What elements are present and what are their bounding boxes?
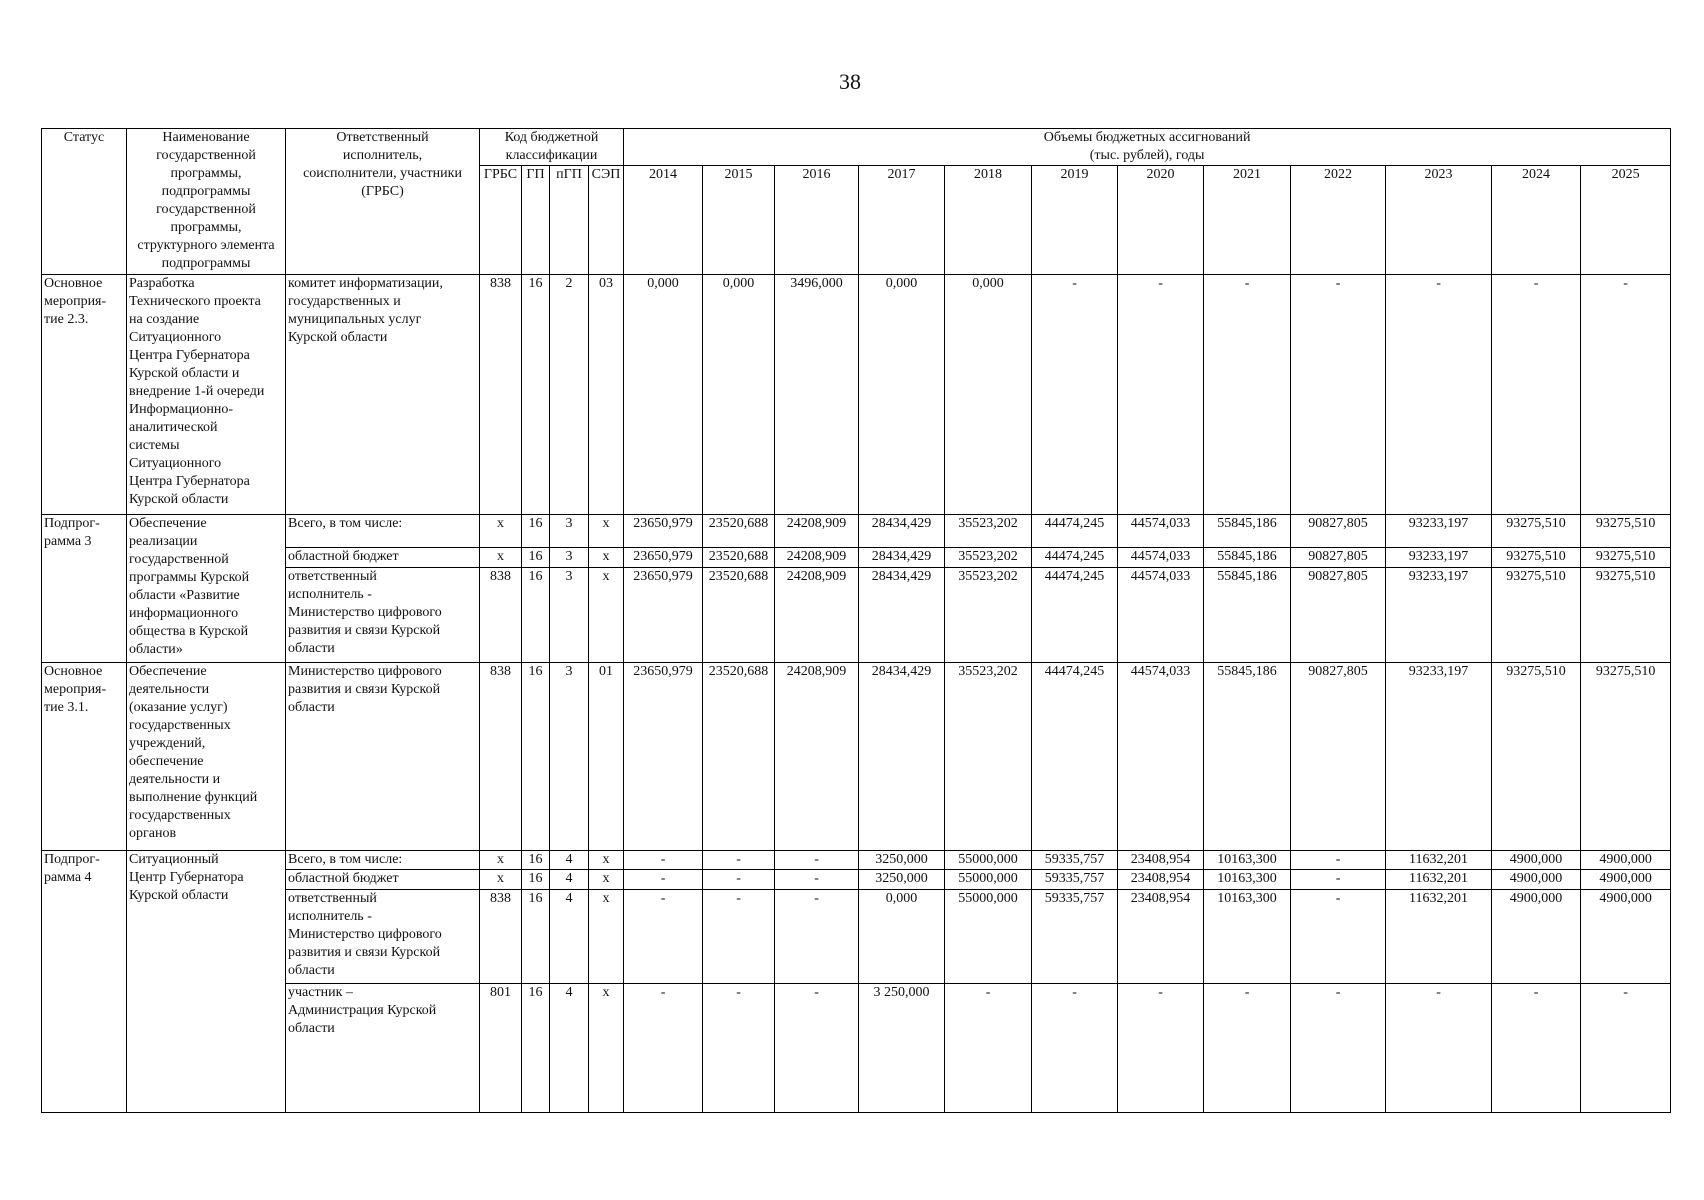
allocation-value-cell: 23650,979 [624, 663, 703, 851]
allocation-value-cell: 23650,979 [624, 515, 703, 548]
header-code-sep: СЭП [589, 166, 624, 275]
allocation-value-cell: 0,000 [945, 275, 1032, 515]
allocation-value-cell: 44574,033 [1118, 515, 1204, 548]
allocation-value-cell: 23408,954 [1118, 870, 1204, 890]
allocation-value-cell: 55845,186 [1204, 663, 1291, 851]
allocation-value-cell: 55000,000 [945, 890, 1032, 984]
allocation-value-cell: - [703, 984, 775, 1113]
budget-code-cell: 3 [550, 548, 589, 568]
header-year: 2017 [859, 166, 945, 275]
responsible-cell: областной бюджет [286, 548, 480, 568]
allocation-value-cell: - [1291, 870, 1386, 890]
allocation-value-cell: - [703, 870, 775, 890]
allocation-value-cell: 90827,805 [1291, 568, 1386, 663]
table-row [42, 548, 1671, 568]
budget-code-cell: x [480, 548, 522, 568]
budget-code-cell: 4 [550, 890, 589, 984]
allocation-value-cell: 28434,429 [859, 548, 945, 568]
budget-code-cell: x [480, 870, 522, 890]
allocation-value-cell: 4900,000 [1581, 890, 1671, 984]
allocation-value-cell: 0,000 [703, 275, 775, 515]
header-year: 2024 [1492, 166, 1581, 275]
allocation-value-cell: 93233,197 [1386, 548, 1492, 568]
allocation-value-cell: 55000,000 [945, 851, 1032, 870]
allocation-value-cell: 59335,757 [1032, 870, 1118, 890]
allocation-value-cell: - [945, 984, 1032, 1113]
allocation-value-cell: - [624, 870, 703, 890]
budget-code-cell: 16 [522, 663, 550, 851]
responsible-cell: участник – Администрация Курской области [286, 984, 480, 1113]
name-cell: Обеспечение реализации государственной программы Курской области «Развитие информационного общества в Курской области» [127, 515, 286, 663]
table-body [42, 275, 1671, 1113]
allocation-value-cell: 55845,186 [1204, 568, 1291, 663]
allocation-value-cell: 10163,300 [1204, 870, 1291, 890]
allocation-value-cell: 93233,197 [1386, 515, 1492, 548]
allocation-value-cell: 24208,909 [775, 548, 859, 568]
allocation-value-cell: 93275,510 [1581, 548, 1671, 568]
allocation-value-cell: 35523,202 [945, 515, 1032, 548]
allocation-value-cell: 44574,033 [1118, 548, 1204, 568]
status-cell: Подпрог- рамма 3 [42, 515, 127, 663]
allocation-value-cell: - [703, 890, 775, 984]
budget-code-cell: 3 [550, 568, 589, 663]
header-budget-code: Код бюджетной классификации [480, 129, 624, 166]
budget-code-cell: 4 [550, 984, 589, 1113]
header-year: 2025 [1581, 166, 1671, 275]
allocation-value-cell: - [1032, 275, 1118, 515]
allocation-value-cell: 93233,197 [1386, 663, 1492, 851]
allocation-value-cell: 23408,954 [1118, 851, 1204, 870]
allocation-value-cell: 90827,805 [1291, 663, 1386, 851]
allocation-value-cell: 23520,688 [703, 663, 775, 851]
budget-code-cell: 16 [522, 984, 550, 1113]
allocation-value-cell: 44474,245 [1032, 548, 1118, 568]
allocation-value-cell: 93275,510 [1581, 568, 1671, 663]
allocation-value-cell: 44574,033 [1118, 663, 1204, 851]
budget-code-cell: 4 [550, 851, 589, 870]
header-volumes: Объемы бюджетных ассигнований (тыс. рублей), годы [624, 129, 1671, 166]
header-responsible: Ответственный исполнитель, соисполнители, участники (ГРБС) [286, 129, 480, 275]
budget-code-cell: 03 [589, 275, 624, 515]
header-name: Наименование государственной программы, подпрограммы государственной программы, структурного элемента подпрограммы [127, 129, 286, 275]
budget-code-cell: x [589, 870, 624, 890]
header-year: 2014 [624, 166, 703, 275]
budget-code-cell: x [589, 851, 624, 870]
allocation-value-cell: 3496,000 [775, 275, 859, 515]
allocation-value-cell: 44474,245 [1032, 663, 1118, 851]
allocation-value-cell: 3250,000 [859, 870, 945, 890]
allocation-value-cell: 93275,510 [1581, 663, 1671, 851]
budget-code-cell: 838 [480, 890, 522, 984]
allocation-value-cell: - [1118, 984, 1204, 1113]
allocation-value-cell: - [624, 890, 703, 984]
budget-code-cell: 16 [522, 870, 550, 890]
table-row [42, 663, 1671, 851]
table-row [42, 515, 1671, 548]
budget-code-cell: x [589, 548, 624, 568]
budget-code-cell: 3 [550, 515, 589, 548]
allocation-value-cell: - [1204, 275, 1291, 515]
allocation-value-cell: 4900,000 [1581, 870, 1671, 890]
budget-code-cell: x [589, 984, 624, 1113]
responsible-cell: Всего, в том числе: [286, 851, 480, 870]
budget-code-cell: x [589, 890, 624, 984]
budget-code-cell: 16 [522, 890, 550, 984]
allocation-value-cell: - [1291, 275, 1386, 515]
budget-code-cell: 01 [589, 663, 624, 851]
allocation-value-cell: 28434,429 [859, 515, 945, 548]
allocation-value-cell: 93275,510 [1492, 568, 1581, 663]
allocation-value-cell: 24208,909 [775, 568, 859, 663]
header-status: Статус [42, 129, 127, 275]
allocation-value-cell: 55000,000 [945, 870, 1032, 890]
budget-code-cell: 16 [522, 275, 550, 515]
allocation-value-cell: 55845,186 [1204, 548, 1291, 568]
allocation-value-cell: - [775, 984, 859, 1113]
table-row [42, 984, 1671, 1113]
allocation-value-cell: 28434,429 [859, 568, 945, 663]
allocation-value-cell: - [1291, 851, 1386, 870]
allocation-value-cell: 11632,201 [1386, 851, 1492, 870]
responsible-cell: Всего, в том числе: [286, 515, 480, 548]
allocation-value-cell: 93275,510 [1581, 515, 1671, 548]
budget-code-cell: 16 [522, 568, 550, 663]
table-row [42, 275, 1671, 515]
allocation-value-cell: 3 250,000 [859, 984, 945, 1113]
allocation-value-cell: 93275,510 [1492, 548, 1581, 568]
allocation-value-cell: 23650,979 [624, 548, 703, 568]
allocation-value-cell: - [1492, 984, 1581, 1113]
allocation-value-cell: 23520,688 [703, 548, 775, 568]
allocation-value-cell: 44574,033 [1118, 568, 1204, 663]
table-header [42, 129, 1671, 275]
responsible-cell: ответственный исполнитель - Министерство цифрового развития и связи Курской области [286, 568, 480, 663]
allocation-value-cell: - [624, 984, 703, 1113]
header-year: 2018 [945, 166, 1032, 275]
allocation-value-cell: 23650,979 [624, 568, 703, 663]
table-row [42, 890, 1671, 984]
budget-code-cell: 16 [522, 548, 550, 568]
budget-code-cell: 838 [480, 275, 522, 515]
allocation-value-cell: 24208,909 [775, 515, 859, 548]
responsible-cell: областной бюджет [286, 870, 480, 890]
allocation-value-cell: 59335,757 [1032, 890, 1118, 984]
header-row [42, 129, 1671, 166]
table-row [42, 870, 1671, 890]
allocation-value-cell: 55845,186 [1204, 515, 1291, 548]
budget-code-cell: 801 [480, 984, 522, 1113]
header-code-pgp: пГП [550, 166, 589, 275]
allocation-value-cell: - [775, 890, 859, 984]
allocation-value-cell: 44474,245 [1032, 515, 1118, 548]
budget-code-cell: 838 [480, 663, 522, 851]
allocation-value-cell: 4900,000 [1581, 851, 1671, 870]
allocation-value-cell: 23520,688 [703, 568, 775, 663]
allocation-value-cell: 93275,510 [1492, 515, 1581, 548]
header-year: 2020 [1118, 166, 1204, 275]
budget-code-cell: x [589, 515, 624, 548]
name-cell: Обеспечение деятельности (оказание услуг) государственных учреждений, обеспечение деятельности и выполнение функций государственных органов [127, 663, 286, 851]
allocation-value-cell: - [775, 851, 859, 870]
responsible-cell: Министерство цифрового развития и связи Курской области [286, 663, 480, 851]
header-year: 2022 [1291, 166, 1386, 275]
table-row [42, 568, 1671, 663]
allocation-value-cell: 35523,202 [945, 663, 1032, 851]
allocation-value-cell: 3250,000 [859, 851, 945, 870]
budget-code-cell: x [480, 851, 522, 870]
allocation-value-cell: 11632,201 [1386, 870, 1492, 890]
allocation-value-cell: - [624, 851, 703, 870]
budget-code-cell: 838 [480, 568, 522, 663]
header-year: 2019 [1032, 166, 1118, 275]
allocation-value-cell: 11632,201 [1386, 890, 1492, 984]
header-year: 2023 [1386, 166, 1492, 275]
allocation-value-cell: 93233,197 [1386, 568, 1492, 663]
allocation-value-cell: 23408,954 [1118, 890, 1204, 984]
allocation-value-cell: - [1204, 984, 1291, 1113]
allocation-value-cell: - [1032, 984, 1118, 1113]
allocation-value-cell: 0,000 [859, 890, 945, 984]
allocation-value-cell: - [703, 851, 775, 870]
responsible-cell: комитет информатизации, государственных и муниципальных услуг Курской области [286, 275, 480, 515]
allocation-value-cell: 35523,202 [945, 548, 1032, 568]
allocation-value-cell: 59335,757 [1032, 851, 1118, 870]
allocation-value-cell: 0,000 [624, 275, 703, 515]
allocation-value-cell: 90827,805 [1291, 548, 1386, 568]
allocation-value-cell: - [1386, 984, 1492, 1113]
budget-code-cell: x [589, 568, 624, 663]
name-cell: Разработка Технического проекта на создание Ситуационного Центра Губернатора Курской области и внедрение 1-й очереди Информационно- аналитической системы Ситуационного Центра Губернатора Курской области [127, 275, 286, 515]
responsible-cell: ответственный исполнитель - Министерство цифрового развития и связи Курской области [286, 890, 480, 984]
name-cell: Ситуационный Центр Губернатора Курской области [127, 851, 286, 1113]
status-cell: Основное мероприя- тие 3.1. [42, 663, 127, 851]
allocation-value-cell: 35523,202 [945, 568, 1032, 663]
allocation-value-cell: 44474,245 [1032, 568, 1118, 663]
allocation-value-cell: 93275,510 [1492, 663, 1581, 851]
allocation-value-cell: 10163,300 [1204, 890, 1291, 984]
status-cell: Основное мероприя- тие 2.3. [42, 275, 127, 515]
budget-code-cell: x [480, 515, 522, 548]
header-code-gp: ГП [522, 166, 550, 275]
budget-allocation-table [41, 128, 1671, 1113]
allocation-value-cell: - [1581, 275, 1671, 515]
allocation-value-cell: 23520,688 [703, 515, 775, 548]
budget-code-cell: 16 [522, 515, 550, 548]
allocation-value-cell: - [1291, 890, 1386, 984]
table-row [42, 851, 1671, 870]
allocation-value-cell: - [1291, 984, 1386, 1113]
header-year: 2016 [775, 166, 859, 275]
page-number: 38 [839, 69, 861, 94]
status-cell: Подпрог- рамма 4 [42, 851, 127, 1113]
budget-code-cell: 3 [550, 663, 589, 851]
allocation-value-cell: 4900,000 [1492, 851, 1581, 870]
allocation-value-cell: 4900,000 [1492, 890, 1581, 984]
allocation-value-cell: 0,000 [859, 275, 945, 515]
allocation-value-cell: 28434,429 [859, 663, 945, 851]
allocation-value-cell: - [1118, 275, 1204, 515]
header-year: 2015 [703, 166, 775, 275]
allocation-value-cell: 4900,000 [1492, 870, 1581, 890]
allocation-value-cell: 10163,300 [1204, 851, 1291, 870]
budget-code-cell: 4 [550, 870, 589, 890]
header-code-grbs: ГРБС [480, 166, 522, 275]
allocation-value-cell: - [1386, 275, 1492, 515]
header-year: 2021 [1204, 166, 1291, 275]
allocation-value-cell: 24208,909 [775, 663, 859, 851]
allocation-value-cell: - [775, 870, 859, 890]
budget-code-cell: 16 [522, 851, 550, 870]
allocation-value-cell: - [1581, 984, 1671, 1113]
allocation-value-cell: 90827,805 [1291, 515, 1386, 548]
allocation-value-cell: - [1492, 275, 1581, 515]
budget-code-cell: 2 [550, 275, 589, 515]
